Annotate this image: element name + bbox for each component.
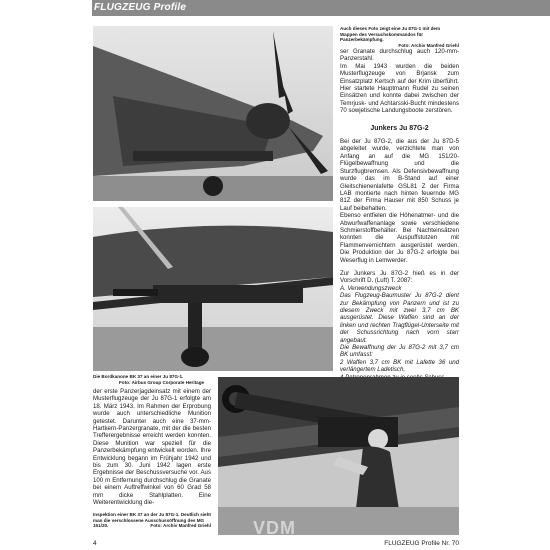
caption-bottom-left — [93, 512, 211, 529]
right-col-quote-4: 2 Waffen 3,7 cm BK mit Lafette 36 und verlängertem Ladetisch, — [340, 358, 459, 374]
photo-bk37-cannon-image — [93, 207, 333, 371]
photo-bk37-inspection — [218, 377, 459, 535]
photo-bk37-cannon — [93, 207, 333, 371]
right-col-quote-3: Die Bewaffnung der Ju 87G-2 mit 3,7 cm BK umfasst: — [340, 344, 459, 359]
caption-top-right-credit: Foto: Archiv Manfred Griehl — [398, 42, 459, 48]
right-col-para-3: Bei der Ju 87G-2, die aus der Ju 87D-5 abgeleitet wurde, verzichtete man von Anfang an auf die MG 151/20-Flügelbewaffnung und die Sturzflugbremsen. Als Defensivbewaffnung wurde das im B-Stand auf einer Gleitschienenlafette GSL81 Z der Firma LAB montierte nach hinten feuernde MG 81Z der Firma Hauser mit 850 Schuss je Lauf beibehalten. — [340, 138, 459, 212]
caption-middle-left-text: Die Bordkanone BK 37 an einer Ju 87G-1. — [93, 374, 184, 379]
right-col-para-4: Ebenso entfielen die Höhenatmer- und die Abwurfwaffenanlage sowie verschiedene Schmierstoffbehälter. Bei Nachteinsätzen konnten die Auspuffstutzen mit Flammenvernichtern ausgerüstet werden. Die Produktion der Ju 87G-2 erfolgte bei Weserflug in Lemwerder. — [340, 212, 459, 264]
footer-publication: FLUGZEUG Profile Nr. 70 — [384, 540, 459, 547]
left-column — [93, 388, 211, 507]
right-col-quote-2: Das Flugzeug-Baumuster Ju 87G-2 dient zur Bekämpfung von Panzern und ist zu diesem Zweck mit zwei 3,7 cm BK ausgerüstet. Diese Waffen sind an der linken und rechten Tragflügel-Unterseite mit der Schussrichtung nach vorn starr angebaut. — [340, 292, 459, 344]
photo-bk37-inspection-image — [218, 377, 459, 535]
section-heading: Junkers Ju 87G-2 — [370, 124, 429, 132]
photo-ju87-nose — [93, 26, 333, 201]
right-col-para-5: Zur Junkers Ju 87G-2 hieß es in der Vorschrift D. (Luft) T. 2087: — [340, 269, 459, 285]
page-number: 4 — [93, 540, 97, 547]
caption-middle-left-credit: Foto: Airbus Group Corporate Heritage — [119, 379, 205, 385]
magazine-title: FLUGZEUG Profile — [94, 2, 187, 13]
watermark: VDM — [253, 518, 296, 538]
caption-bottom-left-text: Inspektion einer BK 37 an der Ju 87G-1. Deutlich sieht man die verschlossene Ausschussöffnung des MG 151/20. — [93, 512, 211, 529]
right-column — [340, 48, 459, 381]
caption-bottom-left-credit: Foto: Archiv Manfred Griehl — [150, 523, 211, 529]
left-col-text: der erste Panzerjagdeinsatz mit einem der Musterflugzeuge der Ju 87G-1 erfolgte am 18. März 1943. Im Rahmen der Erprobung wurde auch unterschiedliche Munition getestet. Darunter auch eine 37-mm-Hartkern-Panzergranate, mit der die besten Trefferergebnisse erreicht werden konnten. Diese Munition war speziell für die Panzerbekämpfung entwickelt worden. Ihre Entwicklung begann im Frühjahr 1942 und bis zum 30. Juni 1942 lagen erste Ergebnisse der Beschussversuche vor. Aus 100 m Entfernung durchschlug die Granate bei einem Auftreffwinkel von 60 Grad 58 mm dicke Stahlplatten. Eine Weiterentwicklung die- — [93, 388, 211, 507]
right-col-intro: ser Granate durchschlug auch 120-mm-Panzerstahl. — [340, 48, 459, 63]
right-col-para-2: Im Mai 1943 wurden die beiden Musterflugzeuge von Brjansk zum Einsatzplatz Kertsch auf der Krim überführt. Hier startete Hauptmann Rudel zu seinen Einsätzen und konnte dabei zwischen der Temrjusk- und Achtarsski-Bucht mindestens 70 sowjetische Landungsboote zerstören. — [340, 62, 459, 115]
caption-top-right — [340, 26, 459, 48]
right-col-quote-1: A. Verwendungszweck — [340, 284, 402, 292]
photo-ju87-nose-image — [93, 26, 333, 201]
caption-top-right-text: Auch dieses Foto zeigt eine Ju 87G-1 mit dem Wappen des Versuchskommandos für Panzerbekämpfung. — [340, 26, 441, 43]
